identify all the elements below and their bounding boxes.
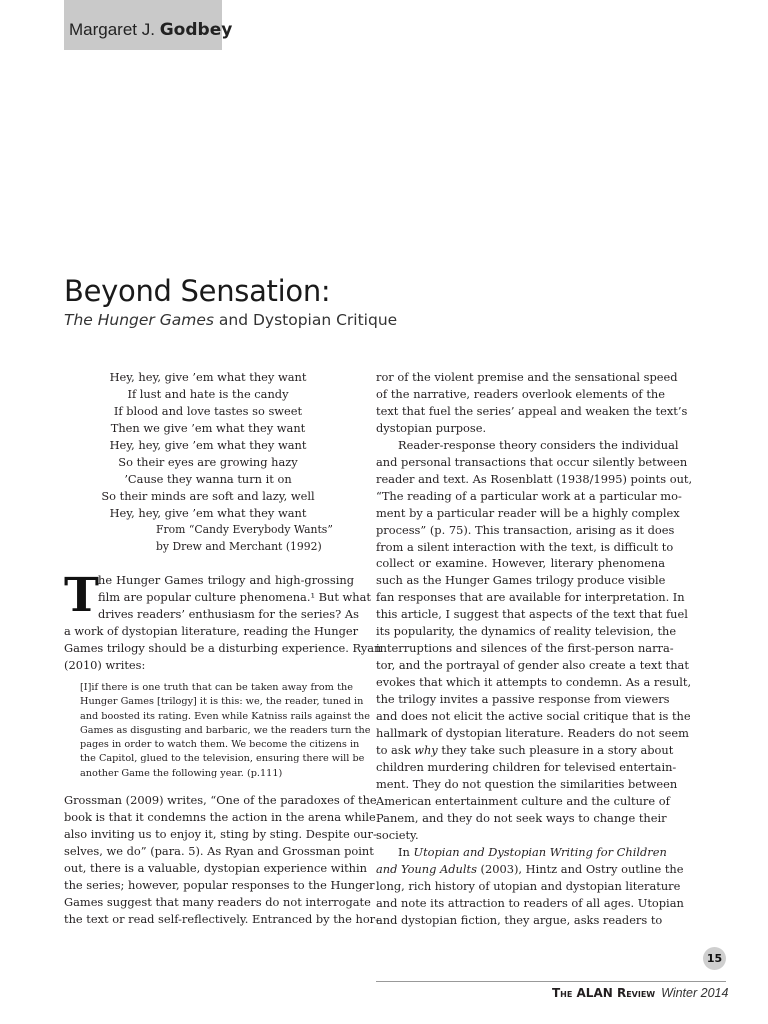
body-line <box>376 844 665 861</box>
epigraph-source-authors: by Drew and Merchant (1992) <box>156 539 322 553</box>
body-line: ment by a particular reader will be a highly complex <box>376 505 680 520</box>
body-line: children murdering children for televised entertain- <box>376 759 677 774</box>
body-line: of the narrative, readers overlook elements of the <box>376 386 665 401</box>
epigraph-line: Hey, hey, give ’em what they want <box>109 505 307 520</box>
text-run: In <box>398 844 414 859</box>
body-line: and note its attraction to readers of all ages. Utopian <box>376 895 684 910</box>
body-line: and does not elicit the active social critique that is the <box>376 709 691 724</box>
quote-line: and boosted its rating. Even while Katniss rails against the <box>80 710 371 722</box>
quote-line: [I]if there is one truth that can be taken away from the <box>80 682 353 693</box>
book-title-italic: and Young Adults <box>376 861 477 876</box>
body-line: and dystopian fiction, they argue, asks readers to <box>376 912 663 927</box>
body-line: and personal transactions that occur silently between <box>376 454 688 469</box>
body-line: the text or read self-reflectively. Entranced by the hor- <box>64 911 379 926</box>
epigraph-line: Hey, hey, give ’em what they want <box>109 437 307 452</box>
epigraph <box>64 369 354 555</box>
quote-line: pages in order to watch them. We become the citizens in <box>80 739 360 751</box>
body-line: selves, we do” (para. 5). As Ryan and Grossman point <box>64 843 374 858</box>
body-line: this article, I suggest that aspects of the text that fuel <box>376 607 688 622</box>
body-line: Reader-response theory considers the individual <box>398 437 679 452</box>
book-title-italic: Utopian and Dystopian Writing for Children <box>413 844 667 859</box>
body-line: Panem, and they do not seek ways to change their <box>376 810 667 825</box>
body-line: a work of dystopian literature, reading the Hunger <box>64 623 359 638</box>
quote-line: the Capitol, glued to the television, ensuring there will be <box>80 753 365 765</box>
body-line: the trilogy invites a passive response from viewers <box>376 692 670 707</box>
body-line: book is that it condemns the action in the arena while <box>64 809 376 824</box>
body-line: Grossman (2009) writes, “One of the paradoxes of the <box>64 793 377 807</box>
body-line: film are popular culture phenomena.¹ But what <box>98 589 372 604</box>
body-line: long, rich history of utopian and dystopian literature <box>376 878 681 893</box>
body-line: fan responses that are available for interpretation. In <box>376 590 685 605</box>
body-line: text that fuel the series’ appeal and weaken the text’s <box>376 403 688 418</box>
article-title: Beyond Sensation: <box>64 274 331 308</box>
author-first-name: Margaret J. <box>69 20 155 39</box>
body-line: its popularity, the dynamics of reality television, the <box>376 624 677 639</box>
journal-name: The ALAN Review <box>552 986 656 1000</box>
body-line: “The reading of a particular work at a particular mo- <box>376 488 682 503</box>
quote-line: another Game the following year. (p.111) <box>80 767 283 779</box>
body-line: interruptions and silences of the first-person narra- <box>376 641 674 656</box>
body-line: out, there is a valuable, dystopian experience within <box>64 860 367 875</box>
issue-date: Winter 2014 <box>661 986 729 1000</box>
text-run: (2003), Hintz and Ostry outline the <box>476 861 684 876</box>
left-column-continued <box>64 792 379 928</box>
body-line: Games suggest that many readers do not interrogate <box>64 894 371 909</box>
running-footer <box>552 985 729 1000</box>
body-line: American entertainment culture and the culture of <box>376 793 670 808</box>
author-header <box>64 0 233 50</box>
epigraph-line: Then we give ’em what they want <box>110 420 306 435</box>
epigraph-line: ’Cause they wanna turn it on <box>124 471 292 486</box>
subtitle-rest: and Dystopian Critique <box>213 311 398 329</box>
epigraph-line: So their eyes are growing hazy <box>118 454 298 469</box>
epigraph-line: Hey, hey, give ’em what they want <box>109 370 307 384</box>
block-quote <box>80 681 371 781</box>
page-number: 15 <box>703 947 726 970</box>
left-column-opening <box>64 568 382 674</box>
body-line: evokes that which it attempts to condemn. As a result, <box>376 675 692 690</box>
body-line: (2010) writes: <box>64 657 146 672</box>
body-line <box>376 742 674 759</box>
right-column <box>376 369 693 928</box>
body-line: drives readers’ enthusiasm for the series? As <box>98 606 359 621</box>
body-line: he Hunger Games trilogy and high-grossing <box>98 573 354 587</box>
body-line: the series; however, popular responses to the Hunger <box>64 877 375 892</box>
body-line <box>376 861 684 878</box>
body-line: collect or examine. However, literary phenomena <box>376 556 665 571</box>
body-line: dystopian purpose. <box>376 420 487 435</box>
body-line: Games trilogy should be a disturbing experience. Ryan <box>64 640 382 655</box>
author-last-name: Godbey <box>159 20 233 40</box>
footer-divider <box>376 981 726 982</box>
epigraph-source: From “Candy Everybody Wants” <box>156 522 333 536</box>
quote-line: Games as disgusting and barbaric, we the readers turn the <box>80 724 371 736</box>
subtitle-book-title: The Hunger Games <box>64 311 214 329</box>
body-line: also inviting us to enjoy it, sting by sting. Despite our- <box>64 826 377 841</box>
drop-cap: T <box>64 568 99 623</box>
body-line: hallmark of dystopian literature. Readers do not seem <box>376 726 689 741</box>
body-line: tor, and the portrayal of gender also create a text that <box>376 658 689 673</box>
text-run: they take such pleasure in a story about <box>437 742 674 757</box>
emphasis-why: why <box>414 742 438 757</box>
quote-line: Hunger Games [trilogy] it is this: we, the reader, tuned in <box>80 696 364 708</box>
body-line: from a silent interaction with the text, is difficult to <box>376 539 674 554</box>
article-subtitle <box>64 311 397 329</box>
body-line: such as the Hunger Games trilogy produce visible <box>376 573 666 588</box>
text-run: to ask <box>376 742 415 757</box>
body-line: reader and text. As Rosenblatt (1938/1995) points out, <box>376 471 693 486</box>
body-line: process” (p. 75). This transaction, arising as it does <box>376 522 675 537</box>
body-line: ment. They do not question the similarities between <box>376 776 678 791</box>
body-line: ror of the violent premise and the sensational speed <box>376 370 678 384</box>
epigraph-line: If lust and hate is the candy <box>127 386 289 401</box>
epigraph-line: So their minds are soft and lazy, well <box>101 488 315 503</box>
epigraph-line: If blood and love tastes so sweet <box>113 403 303 418</box>
body-line: society. <box>376 827 419 842</box>
